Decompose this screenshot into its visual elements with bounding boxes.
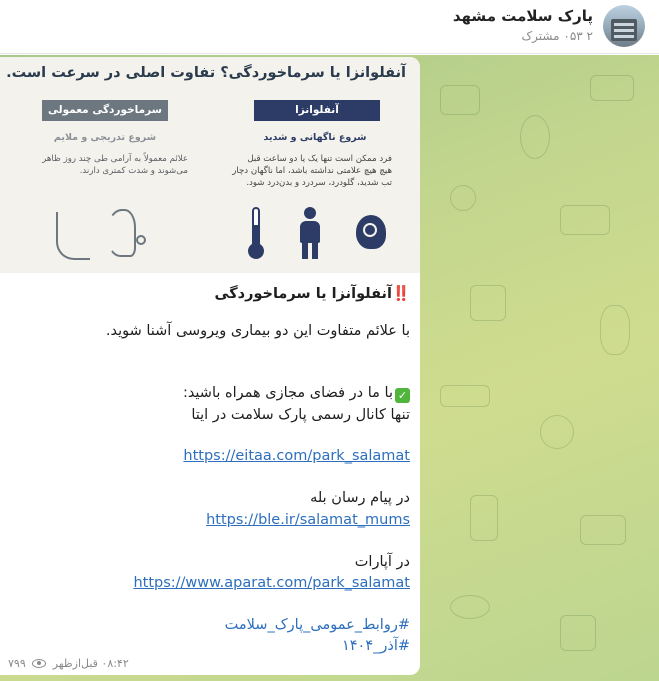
hashtag-public-relations[interactable]: #روابط_عمومی_پارک_سلامت	[224, 617, 410, 633]
cough-icon	[106, 209, 146, 259]
message-time: ۰۸:۴۲ قبل‌ازظهر	[52, 657, 129, 670]
hashtag-azar[interactable]: #آذر_۱۴۰۴	[341, 638, 410, 654]
message-title	[215, 285, 410, 302]
flu-subtitle: شروع ناگهانی و شدید	[263, 132, 367, 143]
check-icon: ✓	[395, 388, 410, 403]
view-count: ۷۹۹	[8, 657, 26, 670]
message-meta	[8, 657, 129, 670]
subscriber-count: ۲ ۰۵۳ مشترک	[521, 29, 593, 43]
nose-icon	[56, 212, 90, 260]
eye-icon	[32, 659, 46, 668]
body-aches-icon	[293, 207, 327, 259]
message-title-text: آنفلوآنزا یا سرماخوردگی	[214, 286, 392, 302]
aparat-label: در آپارات	[354, 554, 410, 570]
channel-promo-text: با ما در فضای مجازی همراه باشید:	[182, 385, 393, 401]
thermometer-icon	[245, 207, 267, 259]
headache-icon	[352, 209, 392, 255]
infographic-headline: آنفلوانزا یا سرماخوردگی؟ تفاوت اصلی در سرعت است.	[6, 65, 406, 81]
channel-avatar[interactable]	[603, 5, 645, 47]
message-subtitle: با علائم متفاوت این دو بیماری ویروسی آشنا شوید.	[105, 323, 410, 339]
official-channel-line: تنها کانال رسمی پارک سلامت در ایتا	[191, 407, 410, 423]
message-bubble[interactable]	[0, 57, 420, 675]
ble-link[interactable]: https://ble.ir/salamat_mums	[206, 512, 410, 528]
infographic-image[interactable]	[0, 57, 420, 273]
channel-promo-line	[183, 385, 410, 403]
flu-description: فرد ممکن است تنها یک یا دو ساعت قبل هیچ هیچ علامتی نداشته باشد، اما ناگهان دچار تب شدید، گلودرد، سردرد و بدن‌درد شود.	[232, 154, 392, 188]
aparat-link[interactable]: https://www.aparat.com/park_salamat	[133, 575, 410, 591]
cold-description: علائم معمولاً به آرامی طی چند روز ظاهر می‌شوند و شدت کمتری دارند.	[42, 154, 188, 176]
cold-subtitle: شروع تدریجی و ملایم	[53, 132, 157, 143]
ble-label: در پیام رسان بله	[310, 490, 410, 506]
alert-emoji: ‼️	[391, 286, 410, 302]
flu-tag: آنفلوانزا	[254, 100, 380, 121]
ble-link-row	[206, 512, 410, 528]
eitaa-link[interactable]: https://eitaa.com/park_salamat	[183, 448, 410, 464]
eitaa-link-row	[183, 448, 410, 464]
cold-tag: سرماخوردگی معمولی	[42, 100, 168, 121]
channel-name[interactable]: پارک سلامت مشهد	[452, 7, 593, 25]
aparat-link-row	[133, 575, 410, 591]
channel-header[interactable]	[0, 0, 659, 54]
